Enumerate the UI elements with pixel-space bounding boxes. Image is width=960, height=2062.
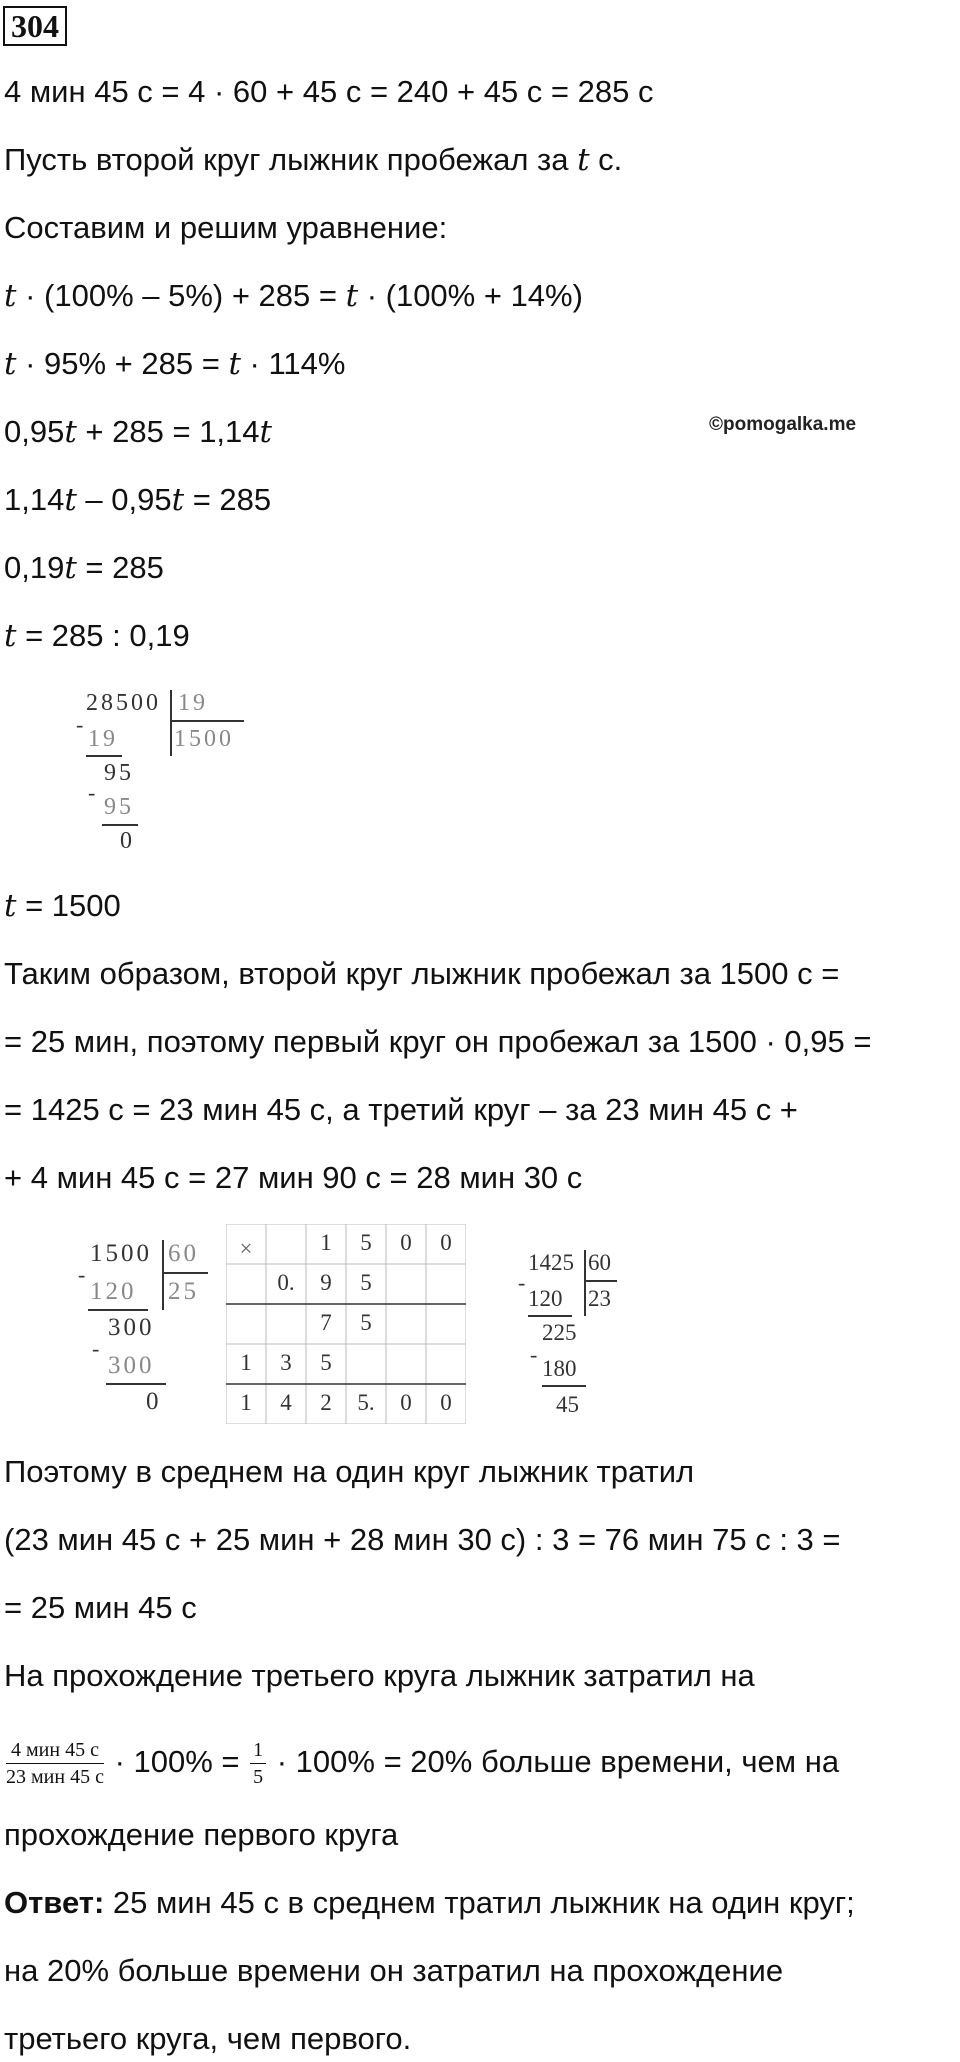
para-7: = 25 мин 45 с (4, 1590, 197, 1625)
para-10: прохождение первого круга (4, 1817, 399, 1852)
para-2: = 25 мин, поэтому первый круг он пробежал за 1500 · 0,95 = (4, 1024, 872, 1059)
line-equation-3: 0,95t + 285 = 1,14t (4, 414, 272, 450)
line-equation-5: 0,19t = 285 (4, 550, 164, 586)
para-1: Таким образом, второй круг лыжник пробежал за 1500 с = (4, 956, 840, 991)
line-equation-2: t · 95% + 285 = t · 114% (4, 346, 346, 382)
answer-line-1: Ответ: 25 мин 45 с в среднем тратил лыжник на один круг; (4, 1885, 855, 1920)
line-equation-6: t = 285 : 0,19 (4, 618, 190, 654)
para-5: Поэтому в среднем на один круг лыжник тратил (4, 1454, 695, 1489)
para-9-fraction: $\frac{\text{4 мин 45 с}}{\text{23 мин 45 с}}$ · 100% = $\frac{1}{5}$ · 100% = 20% больше времени, чем на (6, 1739, 840, 1789)
para-8: На прохождение третьего круга лыжник затратил на (4, 1658, 755, 1693)
line-conversion: 4 мин 45 с = 4 · 60 + 45 с = 240 + 45 с = 285 с (4, 74, 654, 109)
para-3: = 1425 с = 23 мин 45 с, а третий круг – за 23 мин 45 с + (4, 1092, 798, 1127)
line-result-t: t = 1500 (4, 888, 121, 924)
answer-label: Ответ: (4, 1885, 105, 1920)
fraction-time: $\frac{\text{4 мин 45 с}}{\text{23 мин 45 с}}$ (6, 1739, 104, 1789)
para-4: + 4 мин 45 с = 27 мин 90 с = 28 мин 30 с (4, 1160, 583, 1195)
line-let: Пусть второй круг лыжник пробежал за t с. (4, 142, 623, 178)
answer-line-2: на 20% больше времени он затратил на прохождение (4, 1953, 784, 1988)
answer-line-3: третьего круга, чем первого. (4, 2021, 412, 2056)
fraction-one-fifth: $\frac{1}{5}$ (250, 1737, 266, 1790)
line-equation-1: t · (100% – 5%) + 285 = t · (100% + 14%) (4, 278, 583, 314)
para-6: (23 мин 45 с + 25 мин + 28 мин 30 с) : 3 = 76 мин 75 с : 3 = (4, 1522, 841, 1557)
line-equation-4: 1,14t – 0,95t = 285 (4, 482, 272, 518)
task-number: 304 (3, 6, 67, 46)
line-compose: Составим и решим уравнение: (4, 210, 448, 245)
watermark: ©pomogalka.me (709, 414, 857, 435)
